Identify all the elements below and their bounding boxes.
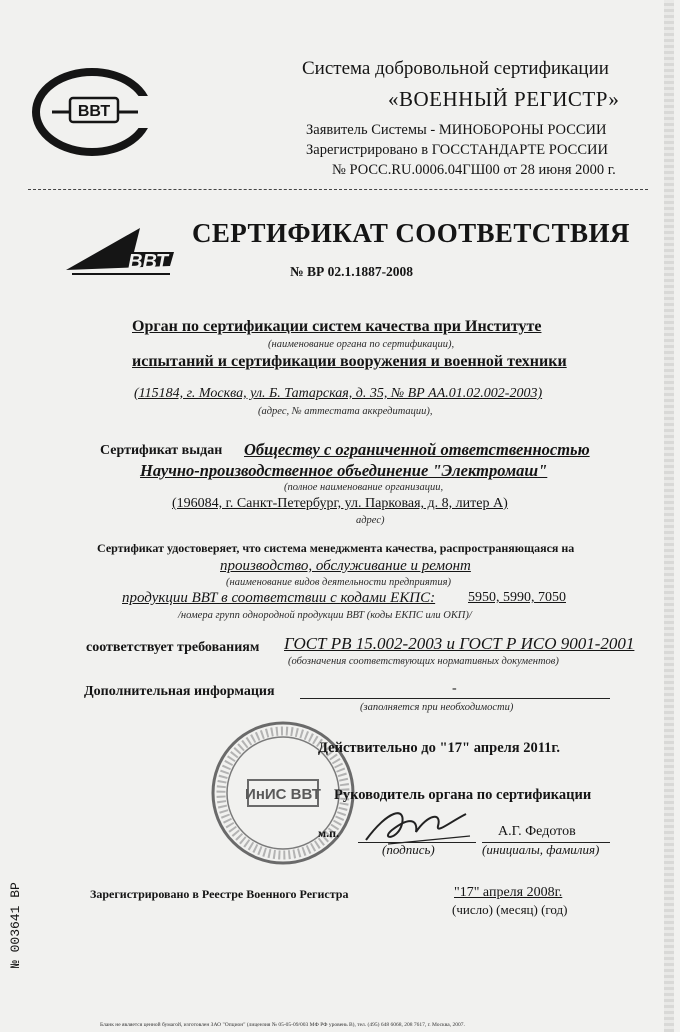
additional-label: Дополнительная информация [84,684,275,699]
header-divider [28,189,648,190]
products-caption: /номера групп однородной продукции ВВТ (коды ЕКПС или ОКП)/ [178,610,472,621]
applicant-line: Заявитель Системы - МИНОБОРОНЫ РОССИИ [306,122,607,138]
standards: ГОСТ РВ 15.002-2003 и ГОСТ Р ИСО 9001-2001 [284,634,635,653]
date-caption: (число) (месяц) (год) [452,902,568,917]
registration-number: № РОСС.RU.0006.04ГШ00 от 28 июня 2000 г. [332,162,616,178]
organ-address: (115184, г. Москва, ул. Б. Татарская, д. 35, № ВР АА.01.02.002-2003) [134,386,543,401]
head-name: А.Г. Федотов [498,824,576,839]
address-caption: (адрес, № аттестата аккредитации), [258,406,433,417]
activities-caption: (наименование видов деятельности предприятия) [226,577,452,588]
stamp-text: ИнИС ВВТ [245,786,321,803]
organization-caption: (полное наименование организации, [284,482,444,493]
signature-caption: (подпись) [382,842,435,857]
issued-to-line-1: Обществу с ограниченной ответственностью [244,440,590,459]
footer-note: Бланк не является ценной бумагой, изготовлен ЗАО "Опцион" (лицензия № 05-05-09/003 МФ РФ уровень В), тел. (495) 648 6068, 208 7617, г. Москва, 2007. [100,1022,465,1028]
activities: производство, обслуживание и ремонт [220,558,471,574]
mp-label: м.п. [318,826,340,840]
additional-fill-line [300,698,610,699]
additional-value: - [452,681,457,696]
logo-text: ВВТ [77,103,111,120]
head-label: Руководитель органа по сертификации [334,787,592,803]
registered-line: Зарегистрировано в ГОССТАНДАРТЕ РОССИИ [306,142,608,158]
organ-caption: (наименование органа по сертификации), [268,339,455,350]
organ-line-1: Орган по сертификации систем качества при Институте [132,318,542,335]
right-border-strip [664,0,674,1032]
complies-label: соответствует требованиям [86,640,260,655]
product-codes: 5950, 5990, 7050 [468,590,566,605]
organization-address: (196084, г. Санкт-Петербург, ул. Парковая, д. 8, литер А) [172,496,508,511]
standards-caption: (обозначения соответствующих нормативных документов) [288,656,559,667]
issued-label: Сертификат выдан [100,443,223,458]
register-name: «ВОЕННЫЙ РЕГИСТР» [388,87,620,111]
side-serial-number: № 003641 ВР [8,882,23,968]
products-text: продукции ВВТ в соответствии с кодами ЕКПС: [122,590,436,606]
name-caption: (инициалы, фамилия) [482,842,600,857]
issued-to-line-2: Научно-производственное объединение "Электромаш" [140,461,548,480]
registry-date: "17" апреля 2008г. [454,885,563,900]
certifies-text: Сертификат удостоверяет, что система менеджмента качества, распространяющаяся на [97,541,575,555]
organ-line-2: испытаний и сертификации вооружения и военной техники [132,353,567,370]
certificate-number: № ВР 02.1.1887-2008 [290,264,414,279]
registry-label: Зарегистрировано в Реестре Военного Регистра [90,887,349,901]
vvt-aircraft-logo [62,222,180,282]
svg-text:ВВТ: ВВТ [128,251,168,273]
vvt-system-logo [30,66,160,156]
valid-until: Действительно до "17" апреля 2011г. [318,740,561,756]
system-title: Система добровольной сертификации [302,58,609,79]
org-address-caption: адрес) [356,515,385,526]
certificate-title: СЕРТИФИКАТ СООТВЕТСТВИЯ [192,218,630,248]
additional-caption: (заполняется при необходимости) [360,702,514,713]
